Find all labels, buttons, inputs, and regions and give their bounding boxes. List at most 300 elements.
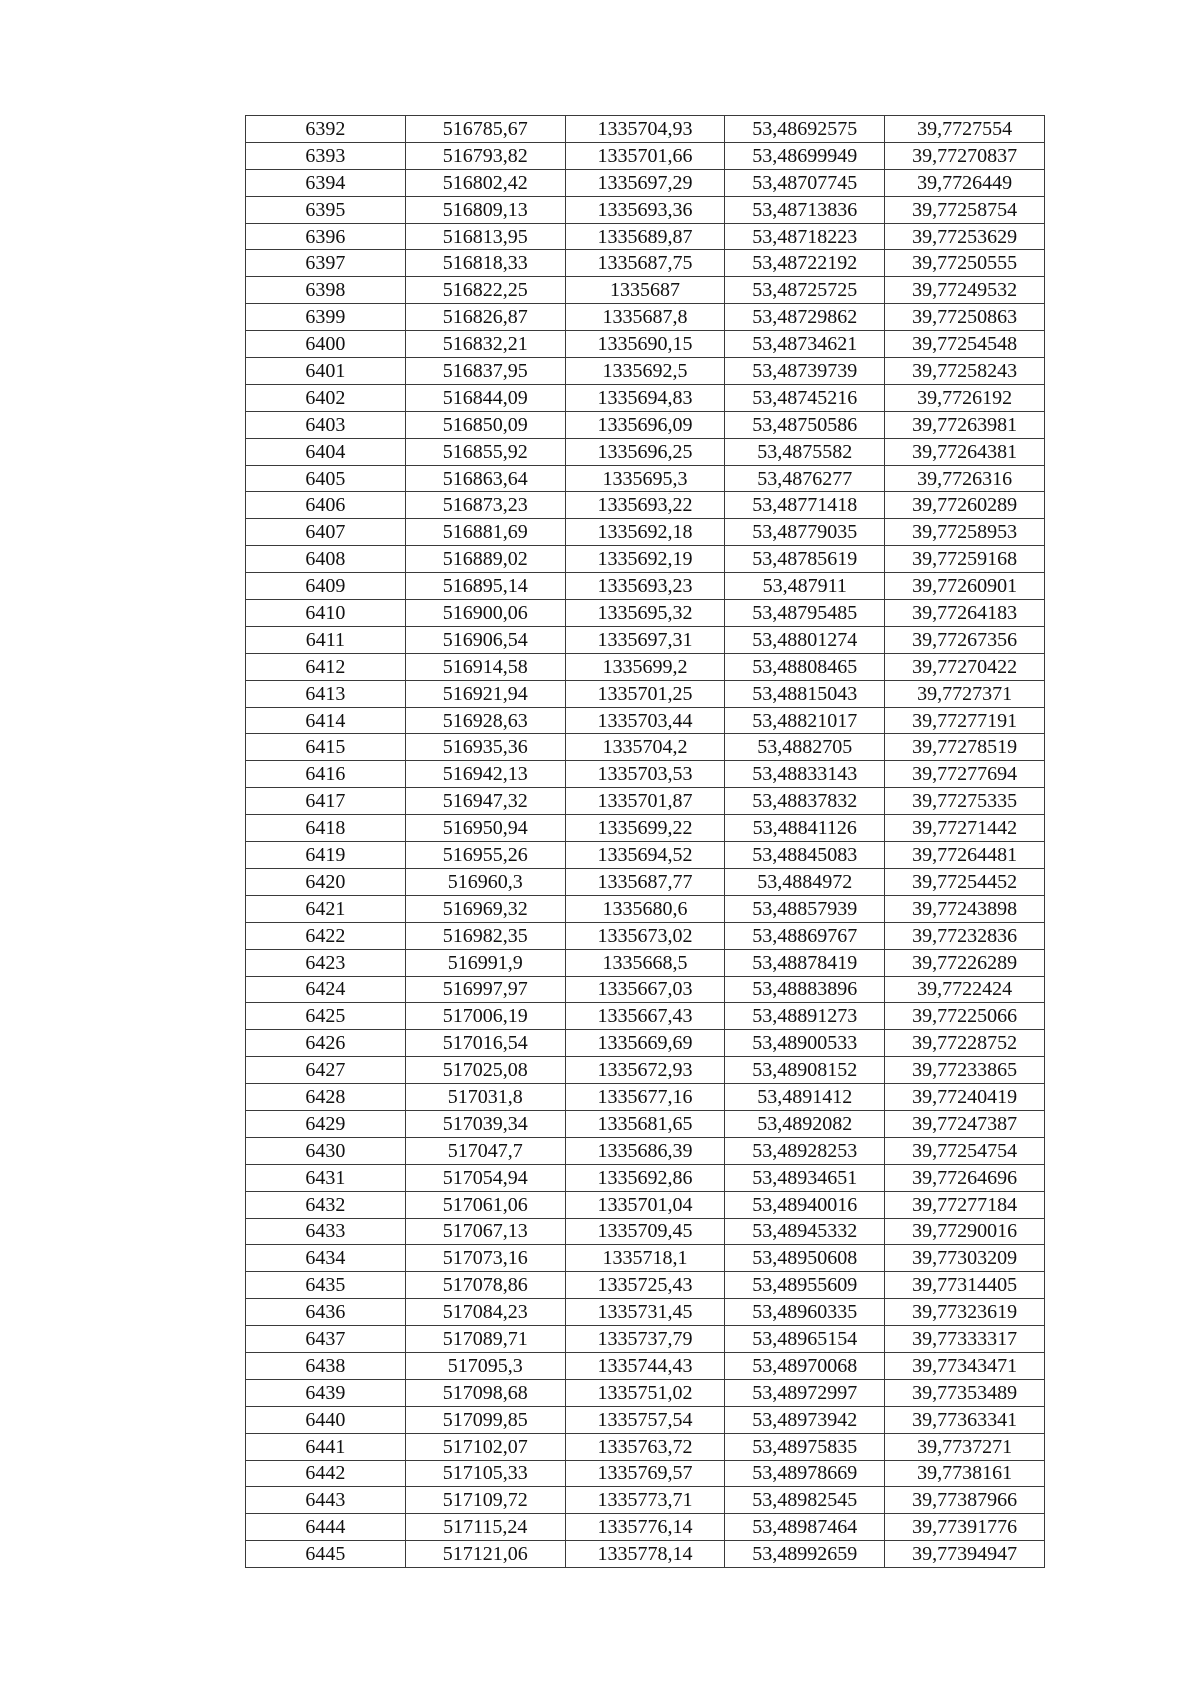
x-coordinate-cell: 516850,09 — [405, 411, 565, 438]
table-row — [246, 949, 1045, 976]
latitude-cell: 53,48982545 — [725, 1487, 885, 1514]
longitude-cell: 39,77240419 — [885, 1084, 1045, 1111]
latitude-cell: 53,48975835 — [725, 1433, 885, 1460]
latitude-cell: 53,48718223 — [725, 223, 885, 250]
point-number-cell: 6432 — [246, 1191, 406, 1218]
y-coordinate-cell: 1335776,14 — [565, 1514, 725, 1541]
longitude-cell: 39,7726449 — [885, 169, 1045, 196]
table-row — [246, 1514, 1045, 1541]
table-row — [246, 1030, 1045, 1057]
point-number-cell: 6426 — [246, 1030, 406, 1057]
latitude-cell: 53,48908152 — [725, 1057, 885, 1084]
y-coordinate-cell: 1335737,79 — [565, 1326, 725, 1353]
latitude-cell: 53,48821017 — [725, 707, 885, 734]
y-coordinate-cell: 1335769,57 — [565, 1460, 725, 1487]
table-row — [246, 250, 1045, 277]
y-coordinate-cell: 1335673,02 — [565, 922, 725, 949]
x-coordinate-cell: 517006,19 — [405, 1003, 565, 1030]
latitude-cell: 53,48883896 — [725, 976, 885, 1003]
y-coordinate-cell: 1335687,77 — [565, 868, 725, 895]
point-number-cell: 6404 — [246, 438, 406, 465]
x-coordinate-cell: 516832,21 — [405, 331, 565, 358]
y-coordinate-cell: 1335744,43 — [565, 1352, 725, 1379]
x-coordinate-cell: 517109,72 — [405, 1487, 565, 1514]
y-coordinate-cell: 1335680,6 — [565, 895, 725, 922]
longitude-cell: 39,77254548 — [885, 331, 1045, 358]
longitude-cell: 39,77277184 — [885, 1191, 1045, 1218]
point-number-cell: 6392 — [246, 116, 406, 143]
table-row — [246, 384, 1045, 411]
table-row — [246, 815, 1045, 842]
x-coordinate-cell: 516942,13 — [405, 761, 565, 788]
point-number-cell: 6408 — [246, 546, 406, 573]
latitude-cell: 53,48713836 — [725, 196, 885, 223]
table-row — [246, 1218, 1045, 1245]
longitude-cell: 39,77258953 — [885, 519, 1045, 546]
y-coordinate-cell: 1335686,39 — [565, 1137, 725, 1164]
table-row — [246, 358, 1045, 385]
latitude-cell: 53,48845083 — [725, 842, 885, 869]
table-row — [246, 331, 1045, 358]
point-number-cell: 6397 — [246, 250, 406, 277]
point-number-cell: 6400 — [246, 331, 406, 358]
y-coordinate-cell: 1335778,14 — [565, 1541, 725, 1568]
x-coordinate-cell: 516960,3 — [405, 868, 565, 895]
point-number-cell: 6424 — [246, 976, 406, 1003]
y-coordinate-cell: 1335757,54 — [565, 1406, 725, 1433]
latitude-cell: 53,48878419 — [725, 949, 885, 976]
longitude-cell: 39,77225066 — [885, 1003, 1045, 1030]
longitude-cell: 39,77249532 — [885, 277, 1045, 304]
y-coordinate-cell: 1335693,22 — [565, 492, 725, 519]
longitude-cell: 39,77391776 — [885, 1514, 1045, 1541]
longitude-cell: 39,77303209 — [885, 1245, 1045, 1272]
longitude-cell: 39,77228752 — [885, 1030, 1045, 1057]
y-coordinate-cell: 1335689,87 — [565, 223, 725, 250]
table-row — [246, 1057, 1045, 1084]
y-coordinate-cell: 1335690,15 — [565, 331, 725, 358]
point-number-cell: 6410 — [246, 600, 406, 627]
longitude-cell: 39,77258754 — [885, 196, 1045, 223]
table-row — [246, 1164, 1045, 1191]
table-row — [246, 1379, 1045, 1406]
point-number-cell: 6438 — [246, 1352, 406, 1379]
x-coordinate-cell: 517095,3 — [405, 1352, 565, 1379]
longitude-cell: 39,77254452 — [885, 868, 1045, 895]
x-coordinate-cell: 516921,94 — [405, 680, 565, 707]
latitude-cell: 53,48992659 — [725, 1541, 885, 1568]
point-number-cell: 6406 — [246, 492, 406, 519]
x-coordinate-cell: 517084,23 — [405, 1299, 565, 1326]
y-coordinate-cell: 1335699,22 — [565, 815, 725, 842]
longitude-cell: 39,77333317 — [885, 1326, 1045, 1353]
y-coordinate-cell: 1335703,53 — [565, 761, 725, 788]
x-coordinate-cell: 516813,95 — [405, 223, 565, 250]
longitude-cell: 39,77264696 — [885, 1164, 1045, 1191]
latitude-cell: 53,487911 — [725, 573, 885, 600]
latitude-cell: 53,48973942 — [725, 1406, 885, 1433]
longitude-cell: 39,7726316 — [885, 465, 1045, 492]
x-coordinate-cell: 517098,68 — [405, 1379, 565, 1406]
x-coordinate-cell: 516785,67 — [405, 116, 565, 143]
latitude-cell: 53,48945332 — [725, 1218, 885, 1245]
x-coordinate-cell: 517061,06 — [405, 1191, 565, 1218]
longitude-cell: 39,77270837 — [885, 142, 1045, 169]
coordinates-table-body — [246, 116, 1045, 1568]
table-row — [246, 1460, 1045, 1487]
point-number-cell: 6409 — [246, 573, 406, 600]
x-coordinate-cell: 516906,54 — [405, 626, 565, 653]
table-row — [246, 868, 1045, 895]
table-row — [246, 438, 1045, 465]
table-row — [246, 788, 1045, 815]
x-coordinate-cell: 516935,36 — [405, 734, 565, 761]
x-coordinate-cell: 517105,33 — [405, 1460, 565, 1487]
table-row — [246, 1272, 1045, 1299]
latitude-cell: 53,48739739 — [725, 358, 885, 385]
latitude-cell: 53,48801274 — [725, 626, 885, 653]
table-row — [246, 1352, 1045, 1379]
table-row — [246, 653, 1045, 680]
x-coordinate-cell: 516947,32 — [405, 788, 565, 815]
latitude-cell: 53,48950608 — [725, 1245, 885, 1272]
y-coordinate-cell: 1335693,23 — [565, 573, 725, 600]
longitude-cell: 39,77258243 — [885, 358, 1045, 385]
y-coordinate-cell: 1335773,71 — [565, 1487, 725, 1514]
y-coordinate-cell: 1335703,44 — [565, 707, 725, 734]
table-row — [246, 492, 1045, 519]
x-coordinate-cell: 516863,64 — [405, 465, 565, 492]
y-coordinate-cell: 1335667,43 — [565, 1003, 725, 1030]
latitude-cell: 53,4892082 — [725, 1110, 885, 1137]
y-coordinate-cell: 1335692,19 — [565, 546, 725, 573]
longitude-cell: 39,77233865 — [885, 1057, 1045, 1084]
latitude-cell: 53,48833143 — [725, 761, 885, 788]
longitude-cell: 39,7726192 — [885, 384, 1045, 411]
longitude-cell: 39,77260901 — [885, 573, 1045, 600]
x-coordinate-cell: 517067,13 — [405, 1218, 565, 1245]
point-number-cell: 6403 — [246, 411, 406, 438]
latitude-cell: 53,4891412 — [725, 1084, 885, 1111]
x-coordinate-cell: 516855,92 — [405, 438, 565, 465]
point-number-cell: 6435 — [246, 1272, 406, 1299]
x-coordinate-cell: 517031,8 — [405, 1084, 565, 1111]
x-coordinate-cell: 517016,54 — [405, 1030, 565, 1057]
y-coordinate-cell: 1335692,5 — [565, 358, 725, 385]
latitude-cell: 53,48707745 — [725, 169, 885, 196]
longitude-cell: 39,77263981 — [885, 411, 1045, 438]
longitude-cell: 39,77277694 — [885, 761, 1045, 788]
x-coordinate-cell: 517121,06 — [405, 1541, 565, 1568]
point-number-cell: 6423 — [246, 949, 406, 976]
x-coordinate-cell: 517115,24 — [405, 1514, 565, 1541]
longitude-cell: 39,7727554 — [885, 116, 1045, 143]
latitude-cell: 53,48970068 — [725, 1352, 885, 1379]
y-coordinate-cell: 1335696,09 — [565, 411, 725, 438]
table-row — [246, 922, 1045, 949]
point-number-cell: 6398 — [246, 277, 406, 304]
longitude-cell: 39,77264183 — [885, 600, 1045, 627]
point-number-cell: 6393 — [246, 142, 406, 169]
y-coordinate-cell: 1335704,2 — [565, 734, 725, 761]
x-coordinate-cell: 516822,25 — [405, 277, 565, 304]
x-coordinate-cell: 516837,95 — [405, 358, 565, 385]
latitude-cell: 53,48771418 — [725, 492, 885, 519]
table-row — [246, 734, 1045, 761]
latitude-cell: 53,48987464 — [725, 1514, 885, 1541]
table-row — [246, 761, 1045, 788]
point-number-cell: 6422 — [246, 922, 406, 949]
x-coordinate-cell: 516914,58 — [405, 653, 565, 680]
table-row — [246, 1541, 1045, 1568]
longitude-cell: 39,77290016 — [885, 1218, 1045, 1245]
table-row — [246, 223, 1045, 250]
latitude-cell: 53,48965154 — [725, 1326, 885, 1353]
table-row — [246, 304, 1045, 331]
y-coordinate-cell: 1335718,1 — [565, 1245, 725, 1272]
x-coordinate-cell: 517039,34 — [405, 1110, 565, 1137]
latitude-cell: 53,48978669 — [725, 1460, 885, 1487]
y-coordinate-cell: 1335709,45 — [565, 1218, 725, 1245]
point-number-cell: 6414 — [246, 707, 406, 734]
table-row — [246, 1299, 1045, 1326]
table-row — [246, 411, 1045, 438]
y-coordinate-cell: 1335692,18 — [565, 519, 725, 546]
point-number-cell: 6439 — [246, 1379, 406, 1406]
point-number-cell: 6419 — [246, 842, 406, 869]
x-coordinate-cell: 516889,02 — [405, 546, 565, 573]
y-coordinate-cell: 1335704,93 — [565, 116, 725, 143]
longitude-cell: 39,77270422 — [885, 653, 1045, 680]
point-number-cell: 6405 — [246, 465, 406, 492]
x-coordinate-cell: 516818,33 — [405, 250, 565, 277]
latitude-cell: 53,48692575 — [725, 116, 885, 143]
y-coordinate-cell: 1335694,83 — [565, 384, 725, 411]
y-coordinate-cell: 1335677,16 — [565, 1084, 725, 1111]
latitude-cell: 53,48869767 — [725, 922, 885, 949]
latitude-cell: 53,48900533 — [725, 1030, 885, 1057]
x-coordinate-cell: 517025,08 — [405, 1057, 565, 1084]
table-row — [246, 1433, 1045, 1460]
table-row — [246, 1487, 1045, 1514]
table-row — [246, 1003, 1045, 1030]
point-number-cell: 6427 — [246, 1057, 406, 1084]
point-number-cell: 6434 — [246, 1245, 406, 1272]
x-coordinate-cell: 516991,9 — [405, 949, 565, 976]
longitude-cell: 39,7727371 — [885, 680, 1045, 707]
point-number-cell: 6402 — [246, 384, 406, 411]
x-coordinate-cell: 516895,14 — [405, 573, 565, 600]
latitude-cell: 53,48699949 — [725, 142, 885, 169]
longitude-cell: 39,77278519 — [885, 734, 1045, 761]
latitude-cell: 53,48857939 — [725, 895, 885, 922]
table-row — [246, 707, 1045, 734]
latitude-cell: 53,4876277 — [725, 465, 885, 492]
x-coordinate-cell: 516900,06 — [405, 600, 565, 627]
longitude-cell: 39,77353489 — [885, 1379, 1045, 1406]
longitude-cell: 39,77271442 — [885, 815, 1045, 842]
y-coordinate-cell: 1335725,43 — [565, 1272, 725, 1299]
table-row — [246, 680, 1045, 707]
table-row — [246, 169, 1045, 196]
latitude-cell: 53,4875582 — [725, 438, 885, 465]
y-coordinate-cell: 1335697,29 — [565, 169, 725, 196]
x-coordinate-cell: 517089,71 — [405, 1326, 565, 1353]
table-row — [246, 1084, 1045, 1111]
point-number-cell: 6433 — [246, 1218, 406, 1245]
latitude-cell: 53,48841126 — [725, 815, 885, 842]
longitude-cell: 39,77275335 — [885, 788, 1045, 815]
x-coordinate-cell: 517073,16 — [405, 1245, 565, 1272]
longitude-cell: 39,77264481 — [885, 842, 1045, 869]
point-number-cell: 6440 — [246, 1406, 406, 1433]
latitude-cell: 53,48928253 — [725, 1137, 885, 1164]
y-coordinate-cell: 1335699,2 — [565, 653, 725, 680]
latitude-cell: 53,48729862 — [725, 304, 885, 331]
longitude-cell: 39,77323619 — [885, 1299, 1045, 1326]
table-row — [246, 842, 1045, 869]
y-coordinate-cell: 1335687,8 — [565, 304, 725, 331]
table-row — [246, 519, 1045, 546]
longitude-cell: 39,77250555 — [885, 250, 1045, 277]
y-coordinate-cell: 1335687 — [565, 277, 725, 304]
table-row — [246, 976, 1045, 1003]
x-coordinate-cell: 516826,87 — [405, 304, 565, 331]
point-number-cell: 6418 — [246, 815, 406, 842]
latitude-cell: 53,48808465 — [725, 653, 885, 680]
longitude-cell: 39,77267356 — [885, 626, 1045, 653]
table-row — [246, 116, 1045, 143]
latitude-cell: 53,48779035 — [725, 519, 885, 546]
latitude-cell: 53,48725725 — [725, 277, 885, 304]
latitude-cell: 53,48972997 — [725, 1379, 885, 1406]
x-coordinate-cell: 517078,86 — [405, 1272, 565, 1299]
table-row — [246, 1245, 1045, 1272]
latitude-cell: 53,4882705 — [725, 734, 885, 761]
x-coordinate-cell: 517047,7 — [405, 1137, 565, 1164]
point-number-cell: 6401 — [246, 358, 406, 385]
x-coordinate-cell: 516881,69 — [405, 519, 565, 546]
coordinates-table — [245, 115, 1045, 1568]
y-coordinate-cell: 1335751,02 — [565, 1379, 725, 1406]
point-number-cell: 6399 — [246, 304, 406, 331]
y-coordinate-cell: 1335763,72 — [565, 1433, 725, 1460]
x-coordinate-cell: 516844,09 — [405, 384, 565, 411]
point-number-cell: 6420 — [246, 868, 406, 895]
x-coordinate-cell: 516969,32 — [405, 895, 565, 922]
table-row — [246, 1406, 1045, 1433]
point-number-cell: 6394 — [246, 169, 406, 196]
longitude-cell: 39,77247387 — [885, 1110, 1045, 1137]
point-number-cell: 6407 — [246, 519, 406, 546]
point-number-cell: 6431 — [246, 1164, 406, 1191]
longitude-cell: 39,77363341 — [885, 1406, 1045, 1433]
table-row — [246, 277, 1045, 304]
x-coordinate-cell: 516802,42 — [405, 169, 565, 196]
point-number-cell: 6437 — [246, 1326, 406, 1353]
y-coordinate-cell: 1335667,03 — [565, 976, 725, 1003]
table-row — [246, 142, 1045, 169]
x-coordinate-cell: 516793,82 — [405, 142, 565, 169]
longitude-cell: 39,77259168 — [885, 546, 1045, 573]
table-row — [246, 1326, 1045, 1353]
longitude-cell: 39,77226289 — [885, 949, 1045, 976]
y-coordinate-cell: 1335695,32 — [565, 600, 725, 627]
y-coordinate-cell: 1335694,52 — [565, 842, 725, 869]
point-number-cell: 6445 — [246, 1541, 406, 1568]
latitude-cell: 53,48795485 — [725, 600, 885, 627]
y-coordinate-cell: 1335696,25 — [565, 438, 725, 465]
longitude-cell: 39,77387966 — [885, 1487, 1045, 1514]
x-coordinate-cell: 516997,97 — [405, 976, 565, 1003]
x-coordinate-cell: 517102,07 — [405, 1433, 565, 1460]
point-number-cell: 6421 — [246, 895, 406, 922]
latitude-cell: 53,48750586 — [725, 411, 885, 438]
table-row — [246, 573, 1045, 600]
x-coordinate-cell: 516982,35 — [405, 922, 565, 949]
y-coordinate-cell: 1335697,31 — [565, 626, 725, 653]
point-number-cell: 6429 — [246, 1110, 406, 1137]
table-row — [246, 600, 1045, 627]
y-coordinate-cell: 1335695,3 — [565, 465, 725, 492]
table-row — [246, 1191, 1045, 1218]
x-coordinate-cell: 517054,94 — [405, 1164, 565, 1191]
point-number-cell: 6442 — [246, 1460, 406, 1487]
x-coordinate-cell: 516928,63 — [405, 707, 565, 734]
y-coordinate-cell: 1335687,75 — [565, 250, 725, 277]
latitude-cell: 53,48891273 — [725, 1003, 885, 1030]
table-row — [246, 465, 1045, 492]
y-coordinate-cell: 1335701,87 — [565, 788, 725, 815]
y-coordinate-cell: 1335668,5 — [565, 949, 725, 976]
latitude-cell: 53,48722192 — [725, 250, 885, 277]
x-coordinate-cell: 517099,85 — [405, 1406, 565, 1433]
x-coordinate-cell: 516873,23 — [405, 492, 565, 519]
latitude-cell: 53,48745216 — [725, 384, 885, 411]
latitude-cell: 53,48960335 — [725, 1299, 885, 1326]
y-coordinate-cell: 1335672,93 — [565, 1057, 725, 1084]
table-row — [246, 546, 1045, 573]
y-coordinate-cell: 1335692,86 — [565, 1164, 725, 1191]
longitude-cell: 39,77250863 — [885, 304, 1045, 331]
y-coordinate-cell: 1335669,69 — [565, 1030, 725, 1057]
x-coordinate-cell: 516950,94 — [405, 815, 565, 842]
latitude-cell: 53,48940016 — [725, 1191, 885, 1218]
point-number-cell: 6413 — [246, 680, 406, 707]
point-number-cell: 6395 — [246, 196, 406, 223]
table-row — [246, 196, 1045, 223]
latitude-cell: 53,48837832 — [725, 788, 885, 815]
y-coordinate-cell: 1335731,45 — [565, 1299, 725, 1326]
point-number-cell: 6441 — [246, 1433, 406, 1460]
table-row — [246, 1110, 1045, 1137]
point-number-cell: 6430 — [246, 1137, 406, 1164]
longitude-cell: 39,77232836 — [885, 922, 1045, 949]
longitude-cell: 39,7738161 — [885, 1460, 1045, 1487]
x-coordinate-cell: 516809,13 — [405, 196, 565, 223]
point-number-cell: 6425 — [246, 1003, 406, 1030]
y-coordinate-cell: 1335701,25 — [565, 680, 725, 707]
latitude-cell: 53,48955609 — [725, 1272, 885, 1299]
y-coordinate-cell: 1335693,36 — [565, 196, 725, 223]
latitude-cell: 53,48934651 — [725, 1164, 885, 1191]
y-coordinate-cell: 1335701,66 — [565, 142, 725, 169]
point-number-cell: 6416 — [246, 761, 406, 788]
longitude-cell: 39,77253629 — [885, 223, 1045, 250]
latitude-cell: 53,48734621 — [725, 331, 885, 358]
latitude-cell: 53,48815043 — [725, 680, 885, 707]
table-row — [246, 626, 1045, 653]
